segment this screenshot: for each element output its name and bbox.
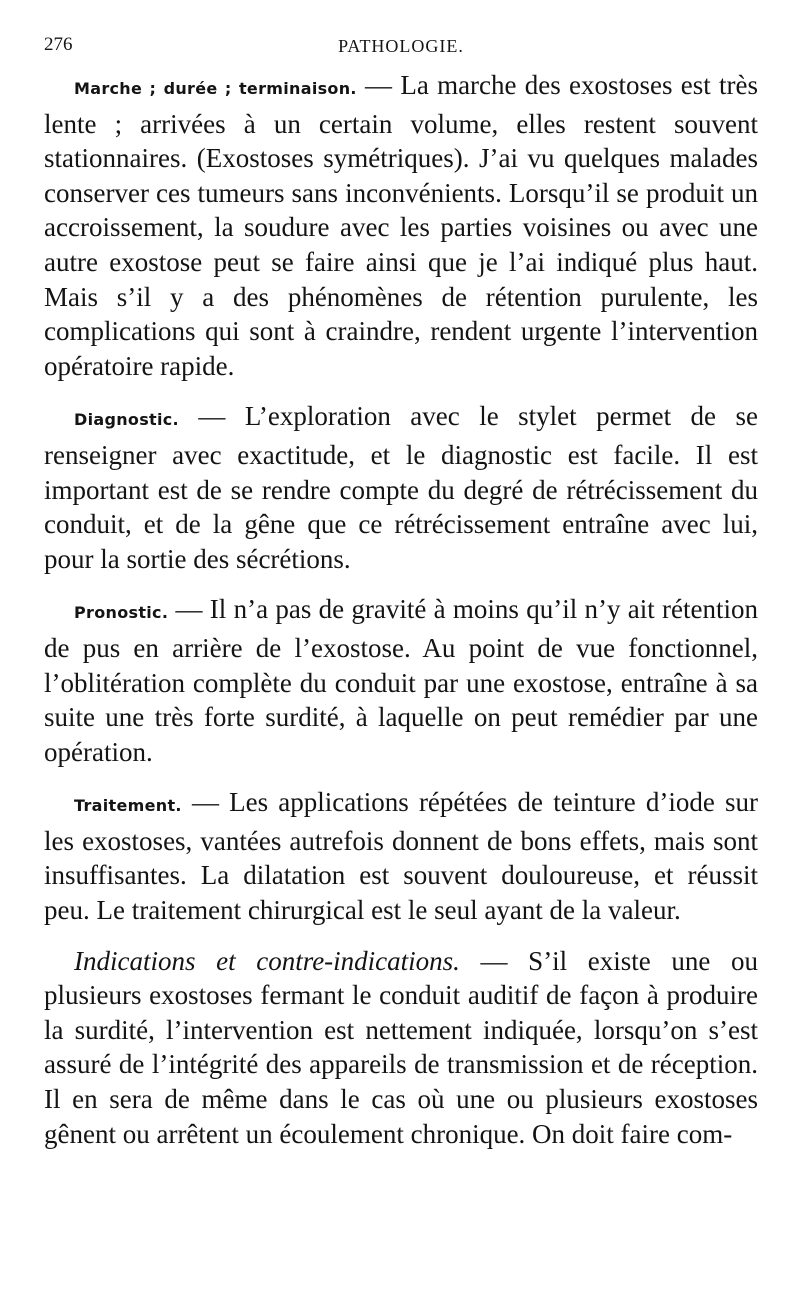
section-pronostic [44,592,758,769]
section-heading: Diagnostic. [74,410,179,430]
heading-dash: — [459,945,529,976]
heading-dash: — [181,787,230,818]
section-indications [44,944,758,1152]
section-heading: Marche ; durée ; terminaison. [74,79,357,98]
section-heading: Traitement. [74,796,182,816]
page-number: 276 [44,34,73,55]
heading-dash: — [356,70,401,100]
heading-dash: — [168,594,210,625]
section-heading: Indications et contre-indications. [74,945,460,976]
section-body: L’exploration avec le stylet permet de se renseigner avec exactitude, et le diagnostic est facile. Il est important est de se rendre compte du degré de rétrécissement du conduit, et de la gêne que ce rétrécissement entraîne avec lui, pour la sortie des sécrétions. [44,401,758,574]
heading-dash: — [178,401,245,432]
section-diagnostic [44,399,758,576]
running-title: PATHOLOGIE. [338,36,464,56]
section-heading: Pronostic. [74,603,169,623]
section-body: Il n’a pas de gravité à moins qu’il n’y ait rétention de pus en arrière de l’exostose. Au point de vue fonctionnel, l’oblitération complète du conduit par une exostose, entraîne à sa suite une très forte surdité, à laquelle on peut remédier par une opération. [44,594,758,767]
section-body: Les applications répétées de teinture d’iode sur les exostoses, vantées autrefois donnent de bons effets, mais sont insuffisantes. La dilatation est souvent douloureuse, et réussit peu. Le traitement chirurgical est le seul ayant de la valeur. [44,787,759,926]
section-body: La marche des exostoses est très lente ; arrivées à un certain volume, elles restent souvent stationnaires. (Exostoses symétriques). J’ai vu quelques malades conserver ces tumeurs sans inconvénients. Lorsqu’il se produit un accroissement, la soudure avec les parties voisines ou avec une autre exostose peut se faire ainsi que je l’ai indiqué plus haut. Mais s’il y a des phénomènes de rétention purulente, les complications qui sont à craindre, rendent urgente l’intervention opératoire rapide. [44,70,759,381]
section-traitement [44,785,758,927]
section-marche [44,68,758,383]
running-head [44,34,758,68]
section-body: S’il existe une ou plusieurs exostoses fermant le conduit auditif de façon à produire la surdité, l’intervention est nettement indiquée, lorsqu’on s’est assuré de l’intégrité des appareils de transmission et de réception. Il en sera de même dans le cas où une ou plusieurs exostoses gênent ou arrêtent un écoulement chronique. On doit faire com- [44,945,758,1149]
